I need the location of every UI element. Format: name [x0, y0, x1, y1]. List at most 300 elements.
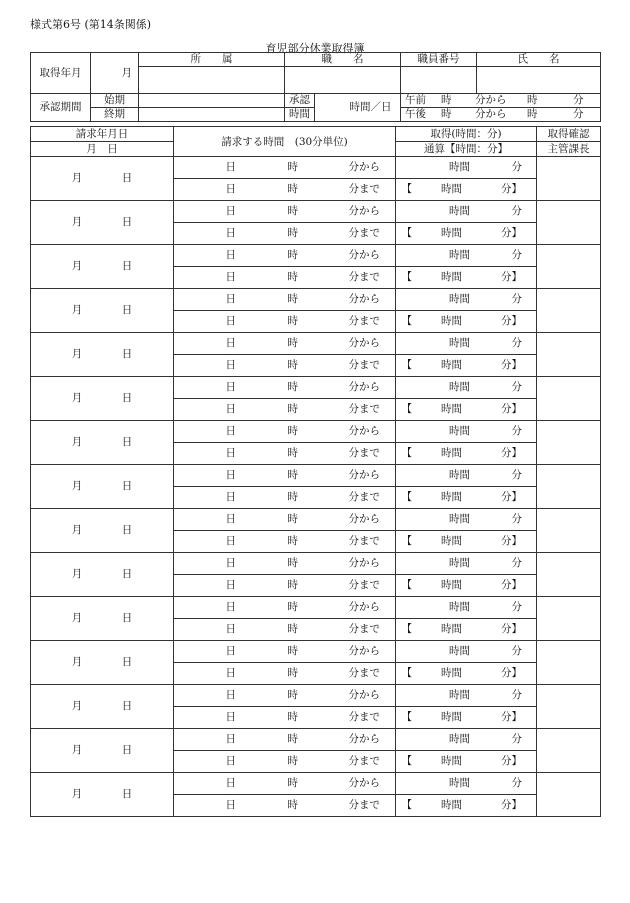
- start-ji-label: 時: [287, 249, 298, 261]
- approval-time-label-1: 承認: [285, 94, 315, 108]
- end-ji-label: 時: [287, 711, 298, 723]
- acq-fun-label: 分: [511, 469, 522, 481]
- start-nichi-label: 日: [225, 645, 236, 657]
- cumulative-time-cell[interactable]: [396, 223, 537, 245]
- confirm-cell[interactable]: [537, 333, 601, 377]
- row-month-label: 月: [71, 656, 83, 668]
- end-nichi-label: 日: [225, 755, 236, 767]
- start-fun-kara-label: 分から: [348, 733, 380, 745]
- request-end-time-cell[interactable]: [174, 399, 396, 421]
- cumulative-header: 通算【時間：分】: [396, 142, 537, 157]
- end-ji-label: 時: [287, 623, 298, 635]
- request-entry-top: [31, 729, 601, 751]
- row-day-label: 日: [121, 304, 133, 316]
- request-date-cell[interactable]: [31, 289, 174, 333]
- row-day-label: 日: [121, 172, 133, 184]
- start-ji-label: 時: [287, 161, 298, 173]
- start-fun-kara-label: 分から: [348, 161, 380, 173]
- start-nichi-label: 日: [225, 689, 236, 701]
- affiliation-header: 所 属: [139, 53, 285, 67]
- acquired-time-cell[interactable]: [396, 465, 537, 487]
- request-start-time-cell[interactable]: [174, 729, 396, 751]
- end-nichi-label: 日: [225, 711, 236, 723]
- confirm-cell[interactable]: [537, 157, 601, 201]
- start-label: 始期: [91, 94, 139, 108]
- row-day-label: 日: [121, 216, 133, 228]
- end-label: 終期: [91, 108, 139, 122]
- end-ji-label: 時: [287, 799, 298, 811]
- hours-per-day-label: 時間／日: [349, 101, 392, 113]
- acquired-time-cell[interactable]: [396, 597, 537, 619]
- request-end-time-cell[interactable]: [174, 663, 396, 685]
- confirm-cell[interactable]: [537, 685, 601, 729]
- start-fun-kara-label: 分から: [348, 513, 380, 525]
- start-date-field[interactable]: [139, 94, 285, 108]
- end-fun-made-label: 分まで: [348, 315, 380, 327]
- end-fun-made-label: 分まで: [348, 623, 380, 635]
- end-date-field[interactable]: [139, 108, 285, 122]
- end-ji-label: 時: [287, 667, 298, 679]
- cumulative-time-cell[interactable]: [396, 575, 537, 597]
- cumulative-time-cell[interactable]: [396, 267, 537, 289]
- start-nichi-label: 日: [225, 293, 236, 305]
- request-date-cell[interactable]: [31, 465, 174, 509]
- request-start-time-cell[interactable]: [174, 553, 396, 575]
- cum-fun-close-label: 分】: [501, 227, 522, 239]
- position-header: 職 名: [285, 53, 401, 67]
- confirm-cell[interactable]: [537, 729, 601, 773]
- start-nichi-label: 日: [225, 425, 236, 437]
- affiliation-field[interactable]: [139, 67, 285, 94]
- acq-fun-label: 分: [511, 601, 522, 613]
- supervisor-header: 主管課長: [537, 142, 601, 157]
- request-start-time-cell[interactable]: [174, 685, 396, 707]
- end-ji-label: 時: [287, 491, 298, 503]
- start-ji-label: 時: [287, 425, 298, 437]
- acq-jikan-label: 時間: [449, 513, 470, 525]
- cum-jikan-label: 時間: [441, 535, 462, 547]
- request-start-time-cell[interactable]: [174, 509, 396, 531]
- confirm-cell[interactable]: [537, 465, 601, 509]
- end-fun-made-label: 分まで: [348, 227, 380, 239]
- row-month-label: 月: [71, 348, 83, 360]
- form-number-label: 様式第6号 (第14条関係): [30, 18, 152, 31]
- bracket-open-label: 【: [401, 271, 412, 283]
- staff-no-field[interactable]: [401, 67, 477, 94]
- start-nichi-label: 日: [225, 469, 236, 481]
- start-nichi-label: 日: [225, 161, 236, 173]
- bracket-open-label: 【: [401, 491, 412, 503]
- start-ji-label: 時: [287, 337, 298, 349]
- acq-fun-label: 分: [511, 161, 522, 173]
- acquired-time-cell[interactable]: [396, 773, 537, 795]
- am-ji2-label: 時: [527, 94, 538, 106]
- acq-jikan-label: 時間: [449, 337, 470, 349]
- cumulative-time-cell[interactable]: [396, 751, 537, 773]
- cum-jikan-label: 時間: [441, 623, 462, 635]
- acquired-time-cell[interactable]: [396, 509, 537, 531]
- acq-jikan-label: 時間: [449, 425, 470, 437]
- request-start-time-cell[interactable]: [174, 245, 396, 267]
- pm-fun-kara-label: 分から: [475, 108, 507, 120]
- request-start-time-cell[interactable]: [174, 421, 396, 443]
- month-label: 月: [121, 66, 132, 79]
- request-start-time-cell[interactable]: [174, 157, 396, 179]
- start-fun-kara-label: 分から: [348, 249, 380, 261]
- bracket-open-label: 【: [401, 667, 412, 679]
- start-fun-kara-label: 分から: [348, 205, 380, 217]
- acquired-time-cell[interactable]: [396, 201, 537, 223]
- start-nichi-label: 日: [225, 337, 236, 349]
- acquired-time-cell[interactable]: [396, 553, 537, 575]
- request-entry-top: [31, 201, 601, 223]
- request-end-time-cell[interactable]: [174, 487, 396, 509]
- cum-jikan-label: 時間: [441, 711, 462, 723]
- acq-fun-label: 分: [511, 249, 522, 261]
- end-nichi-label: 日: [225, 359, 236, 371]
- row-month-label: 月: [71, 172, 83, 184]
- request-date-cell[interactable]: [31, 421, 174, 465]
- start-nichi-label: 日: [225, 557, 236, 569]
- bracket-open-label: 【: [401, 315, 412, 327]
- request-end-time-cell[interactable]: [174, 619, 396, 641]
- cumulative-time-cell[interactable]: [396, 311, 537, 333]
- row-day-label: 日: [121, 524, 133, 536]
- request-end-time-cell[interactable]: [174, 443, 396, 465]
- start-fun-kara-label: 分から: [348, 293, 380, 305]
- start-ji-label: 時: [287, 513, 298, 525]
- acq-fun-label: 分: [511, 513, 522, 525]
- cum-jikan-label: 時間: [441, 667, 462, 679]
- start-fun-kara-label: 分から: [348, 601, 380, 613]
- start-nichi-label: 日: [225, 205, 236, 217]
- acq-fun-label: 分: [511, 777, 522, 789]
- position-field[interactable]: [285, 67, 401, 94]
- request-date-cell[interactable]: [31, 377, 174, 421]
- row-day-label: 日: [121, 348, 133, 360]
- hours-per-day-cell[interactable]: [315, 94, 401, 122]
- request-start-time-cell[interactable]: [174, 201, 396, 223]
- bracket-open-label: 【: [401, 579, 412, 591]
- request-start-time-cell[interactable]: [174, 465, 396, 487]
- start-ji-label: 時: [287, 601, 298, 613]
- request-end-time-cell[interactable]: [174, 267, 396, 289]
- end-nichi-label: 日: [225, 667, 236, 679]
- acq-jikan-label: 時間: [449, 645, 470, 657]
- staff-no-header: 職員番号: [401, 53, 477, 67]
- end-nichi-label: 日: [225, 447, 236, 459]
- start-ji-label: 時: [287, 381, 298, 393]
- request-date-cell[interactable]: [31, 157, 174, 201]
- start-fun-kara-label: 分から: [348, 557, 380, 569]
- end-ji-label: 時: [287, 447, 298, 459]
- bracket-open-label: 【: [401, 799, 412, 811]
- bracket-open-label: 【: [401, 183, 412, 195]
- acquired-header: 取得(時間：分): [396, 127, 537, 142]
- request-entry-top: [31, 553, 601, 575]
- end-nichi-label: 日: [225, 315, 236, 327]
- cum-jikan-label: 時間: [441, 315, 462, 327]
- pm-ji2-label: 時: [527, 108, 538, 120]
- row-day-label: 日: [121, 260, 133, 272]
- confirm-cell[interactable]: [537, 509, 601, 553]
- request-end-time-cell[interactable]: [174, 531, 396, 553]
- row-month-label: 月: [71, 392, 83, 404]
- end-nichi-label: 日: [225, 491, 236, 503]
- cum-fun-close-label: 分】: [501, 623, 522, 635]
- request-end-time-cell[interactable]: [174, 223, 396, 245]
- end-ji-label: 時: [287, 535, 298, 547]
- request-date-cell[interactable]: [31, 641, 174, 685]
- acq-jikan-label: 時間: [449, 161, 470, 173]
- start-ji-label: 時: [287, 777, 298, 789]
- am-time-field[interactable]: [401, 94, 601, 108]
- end-nichi-label: 日: [225, 535, 236, 547]
- end-nichi-label: 日: [225, 227, 236, 239]
- row-month-label: 月: [71, 524, 83, 536]
- row-month-label: 月: [71, 304, 83, 316]
- end-ji-label: 時: [287, 315, 298, 327]
- row-day-label: 日: [121, 744, 133, 756]
- request-date-cell[interactable]: [31, 333, 174, 377]
- request-entry-top: [31, 685, 601, 707]
- acq-month-cell[interactable]: [91, 53, 139, 94]
- cum-jikan-label: 時間: [441, 227, 462, 239]
- cumulative-time-cell[interactable]: [396, 795, 537, 817]
- request-end-time-cell[interactable]: [174, 795, 396, 817]
- request-entry-top: [31, 509, 601, 531]
- request-start-time-cell[interactable]: [174, 289, 396, 311]
- month-day-header: 月 日: [31, 142, 174, 157]
- request-start-time-cell[interactable]: [174, 773, 396, 795]
- cum-jikan-label: 時間: [441, 403, 462, 415]
- start-nichi-label: 日: [225, 733, 236, 745]
- request-date-cell[interactable]: [31, 201, 174, 245]
- acq-year-month-label: 取得年月: [31, 53, 91, 94]
- row-day-label: 日: [121, 480, 133, 492]
- confirm-cell[interactable]: [537, 773, 601, 817]
- request-date-cell[interactable]: [31, 729, 174, 773]
- request-rows: [31, 157, 601, 817]
- pm-time-field[interactable]: [401, 108, 601, 122]
- cumulative-time-cell[interactable]: [396, 355, 537, 377]
- end-nichi-label: 日: [225, 271, 236, 283]
- acquired-time-cell[interactable]: [396, 157, 537, 179]
- cum-fun-close-label: 分】: [501, 403, 522, 415]
- start-ji-label: 時: [287, 689, 298, 701]
- confirm-cell[interactable]: [537, 245, 601, 289]
- cum-fun-close-label: 分】: [501, 271, 522, 283]
- request-end-time-cell[interactable]: [174, 751, 396, 773]
- row-day-label: 日: [121, 436, 133, 448]
- acquired-time-cell[interactable]: [396, 685, 537, 707]
- acq-jikan-label: 時間: [449, 249, 470, 261]
- am-fun-label: 分: [573, 94, 584, 106]
- end-fun-made-label: 分まで: [348, 447, 380, 459]
- row-month-label: 月: [71, 612, 83, 624]
- acquired-time-cell[interactable]: [396, 729, 537, 751]
- start-fun-kara-label: 分から: [348, 381, 380, 393]
- request-end-time-cell[interactable]: [174, 179, 396, 201]
- start-ji-label: 時: [287, 557, 298, 569]
- end-ji-label: 時: [287, 755, 298, 767]
- start-fun-kara-label: 分から: [348, 689, 380, 701]
- acq-jikan-label: 時間: [449, 733, 470, 745]
- start-nichi-label: 日: [225, 249, 236, 261]
- end-fun-made-label: 分まで: [348, 755, 380, 767]
- pm-ji-label: 時: [441, 108, 452, 120]
- acquired-time-cell[interactable]: [396, 377, 537, 399]
- confirm-header: 取得確認: [537, 127, 601, 142]
- cum-fun-close-label: 分】: [501, 799, 522, 811]
- cumulative-time-cell[interactable]: [396, 619, 537, 641]
- cum-fun-close-label: 分】: [501, 359, 522, 371]
- cum-fun-close-label: 分】: [501, 667, 522, 679]
- acq-jikan-label: 時間: [449, 777, 470, 789]
- approval-period-label: 承認期間: [31, 94, 91, 122]
- bracket-open-label: 【: [401, 623, 412, 635]
- start-fun-kara-label: 分から: [348, 425, 380, 437]
- request-date-cell[interactable]: [31, 597, 174, 641]
- request-end-time-cell[interactable]: [174, 575, 396, 597]
- bracket-open-label: 【: [401, 711, 412, 723]
- start-fun-kara-label: 分から: [348, 469, 380, 481]
- cum-jikan-label: 時間: [441, 183, 462, 195]
- cum-jikan-label: 時間: [441, 271, 462, 283]
- pm-label: 午後: [405, 108, 426, 120]
- start-nichi-label: 日: [225, 601, 236, 613]
- confirm-cell[interactable]: [537, 597, 601, 641]
- request-start-time-cell[interactable]: [174, 377, 396, 399]
- am-label: 午前: [405, 94, 426, 106]
- name-field[interactable]: [477, 67, 601, 94]
- request-end-time-cell[interactable]: [174, 707, 396, 729]
- cum-fun-close-label: 分】: [501, 447, 522, 459]
- bracket-open-label: 【: [401, 447, 412, 459]
- end-nichi-label: 日: [225, 403, 236, 415]
- request-date-cell[interactable]: [31, 509, 174, 553]
- end-ji-label: 時: [287, 403, 298, 415]
- cumulative-time-cell[interactable]: [396, 399, 537, 421]
- acq-fun-label: 分: [511, 381, 522, 393]
- acq-fun-label: 分: [511, 337, 522, 349]
- confirm-cell[interactable]: [537, 377, 601, 421]
- request-end-time-cell[interactable]: [174, 355, 396, 377]
- request-entry-top: [31, 377, 601, 399]
- request-date-cell[interactable]: [31, 553, 174, 597]
- acq-jikan-label: 時間: [449, 469, 470, 481]
- end-fun-made-label: 分まで: [348, 359, 380, 371]
- cumulative-time-cell[interactable]: [396, 179, 537, 201]
- end-nichi-label: 日: [225, 799, 236, 811]
- acquired-time-cell[interactable]: [396, 641, 537, 663]
- acquired-time-cell[interactable]: [396, 421, 537, 443]
- request-entry-top: [31, 289, 601, 311]
- end-fun-made-label: 分まで: [348, 491, 380, 503]
- end-fun-made-label: 分まで: [348, 183, 380, 195]
- acquired-time-cell[interactable]: [396, 333, 537, 355]
- row-month-label: 月: [71, 744, 83, 756]
- approval-time-label-2: 時間: [285, 108, 315, 122]
- request-entry-top: [31, 333, 601, 355]
- acq-jikan-label: 時間: [449, 293, 470, 305]
- acq-jikan-label: 時間: [449, 381, 470, 393]
- cumulative-time-cell[interactable]: [396, 443, 537, 465]
- start-ji-label: 時: [287, 645, 298, 657]
- request-date-cell[interactable]: [31, 773, 174, 817]
- cumulative-time-cell[interactable]: [396, 707, 537, 729]
- end-fun-made-label: 分まで: [348, 271, 380, 283]
- row-day-label: 日: [121, 700, 133, 712]
- document-title: 育児部分休業取得簿: [265, 42, 365, 55]
- request-entry-top: [31, 597, 601, 619]
- am-ji-label: 時: [441, 94, 452, 106]
- row-month-label: 月: [71, 700, 83, 712]
- request-entry-top: [31, 641, 601, 663]
- row-day-label: 日: [121, 612, 133, 624]
- request-start-time-cell[interactable]: [174, 333, 396, 355]
- cum-fun-close-label: 分】: [501, 535, 522, 547]
- header-table: [30, 52, 601, 122]
- confirm-cell[interactable]: [537, 641, 601, 685]
- start-nichi-label: 日: [225, 513, 236, 525]
- bracket-open-label: 【: [401, 755, 412, 767]
- request-entry-top: [31, 157, 601, 179]
- cumulative-time-cell[interactable]: [396, 487, 537, 509]
- start-ji-label: 時: [287, 469, 298, 481]
- bracket-open-label: 【: [401, 359, 412, 371]
- confirm-cell[interactable]: [537, 289, 601, 333]
- cum-jikan-label: 時間: [441, 579, 462, 591]
- confirm-cell[interactable]: [537, 553, 601, 597]
- request-date-cell[interactable]: [31, 245, 174, 289]
- cumulative-time-cell[interactable]: [396, 531, 537, 553]
- cum-fun-close-label: 分】: [501, 579, 522, 591]
- acquired-time-cell[interactable]: [396, 245, 537, 267]
- end-ji-label: 時: [287, 359, 298, 371]
- acq-jikan-label: 時間: [449, 601, 470, 613]
- name-header: 氏 名: [477, 53, 601, 67]
- confirm-cell[interactable]: [537, 421, 601, 465]
- request-start-time-cell[interactable]: [174, 641, 396, 663]
- acq-fun-label: 分: [511, 205, 522, 217]
- acq-jikan-label: 時間: [449, 205, 470, 217]
- cum-jikan-label: 時間: [441, 491, 462, 503]
- confirm-cell[interactable]: [537, 201, 601, 245]
- start-ji-label: 時: [287, 293, 298, 305]
- start-fun-kara-label: 分から: [348, 337, 380, 349]
- request-end-time-cell[interactable]: [174, 311, 396, 333]
- bracket-open-label: 【: [401, 403, 412, 415]
- end-fun-made-label: 分まで: [348, 535, 380, 547]
- request-date-cell[interactable]: [31, 685, 174, 729]
- acq-jikan-label: 時間: [449, 557, 470, 569]
- acquired-time-cell[interactable]: [396, 289, 537, 311]
- request-time-header: 請求する時間 (30分単位): [174, 127, 396, 157]
- cum-jikan-label: 時間: [441, 447, 462, 459]
- request-start-time-cell[interactable]: [174, 597, 396, 619]
- cum-jikan-label: 時間: [441, 755, 462, 767]
- cumulative-time-cell[interactable]: [396, 663, 537, 685]
- row-day-label: 日: [121, 392, 133, 404]
- acq-fun-label: 分: [511, 557, 522, 569]
- request-entry-top: [31, 773, 601, 795]
- request-date-header: 請求年月日: [31, 127, 174, 142]
- row-month-label: 月: [71, 436, 83, 448]
- end-fun-made-label: 分まで: [348, 711, 380, 723]
- cum-fun-close-label: 分】: [501, 755, 522, 767]
- start-fun-kara-label: 分から: [348, 645, 380, 657]
